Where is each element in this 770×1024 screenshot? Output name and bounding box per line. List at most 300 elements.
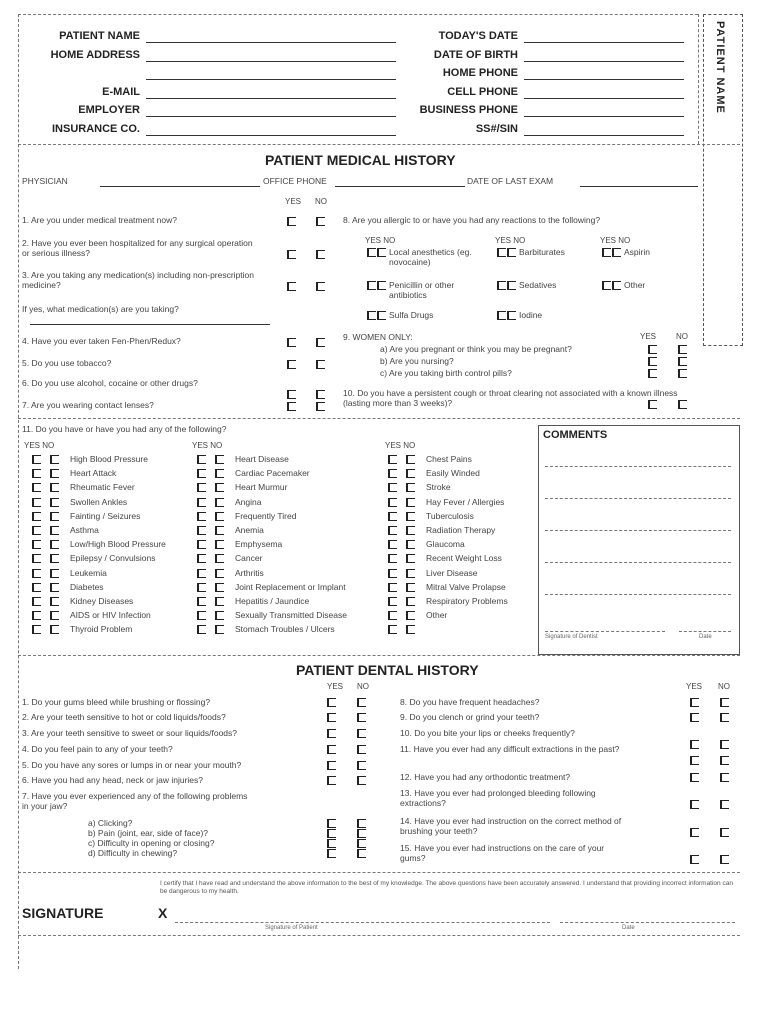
dental-no-checkbox[interactable] (720, 698, 729, 707)
header-label-left: E-MAIL (102, 85, 140, 98)
header-field-left[interactable] (146, 42, 396, 43)
header-divider (18, 144, 740, 145)
condition-no-checkbox[interactable] (215, 469, 224, 478)
header-label-right: BUSINESS PHONE (419, 104, 518, 116)
medical-history-title: PATIENT MEDICAL HISTORY (265, 152, 456, 168)
women-item: a) Are you pregnant or think you may be pregnant? (380, 344, 572, 354)
dental-yes-1: YES (327, 682, 344, 691)
condition-label: Cancer (235, 553, 263, 564)
q11-text: 11. Do you have or have you had any of the following? (22, 424, 227, 434)
allergy-no-checkbox[interactable] (507, 248, 516, 257)
jaw-no-checkbox[interactable] (357, 829, 366, 838)
jaw-item: d) Difficulty in chewing? (88, 848, 178, 858)
medical-question: 2. Have you ever been hospitalized for any surgical operation or serious illness? (22, 238, 253, 258)
allergy-no-checkbox[interactable] (377, 248, 386, 257)
dental-question: 5. Do you have any sores or lumps in or near your mouth? (22, 760, 242, 770)
condition-yes-checkbox[interactable] (388, 455, 397, 464)
condition-no-checkbox[interactable] (215, 625, 224, 634)
condition-no-checkbox[interactable] (406, 455, 415, 464)
condition-no-checkbox[interactable] (215, 526, 224, 535)
allergy-item: Iodine (519, 310, 543, 320)
condition-label: Kidney Diseases (70, 596, 134, 606)
condition-yes-checkbox[interactable] (388, 554, 397, 563)
consent-text: I certify that I have read and understand the above information to the best of my knowledge. The above questions have been accurately answered. I understand that providing incorrect information can be dangerous to my health. (160, 880, 733, 895)
condition-no-checkbox[interactable] (406, 498, 415, 507)
dental-no-checkbox[interactable] (357, 776, 366, 785)
comments-line-4 (545, 562, 731, 563)
condition-no-checkbox[interactable] (50, 569, 59, 578)
condition-yes-checkbox[interactable] (32, 455, 41, 464)
condition-yes-checkbox[interactable] (197, 469, 206, 478)
condition-yes-checkbox[interactable] (32, 625, 41, 634)
women-no-checkbox[interactable] (678, 345, 687, 354)
dental-question: 4. Do you feel pain to any of your teeth? (22, 744, 173, 754)
condition-no-checkbox[interactable] (50, 597, 59, 606)
dental-question: 7. Have you ever experienced any of the following problems in your jaw? (22, 791, 248, 811)
allergy-yes-checkbox[interactable] (497, 281, 506, 290)
no-checkbox[interactable] (316, 282, 325, 291)
condition-no-checkbox[interactable] (406, 569, 415, 578)
header-field-left[interactable] (146, 98, 396, 99)
dental-yes-checkbox[interactable] (327, 698, 336, 707)
condition-no-checkbox[interactable] (50, 455, 59, 464)
divider-footer (18, 872, 740, 873)
women-yes-checkbox[interactable] (648, 357, 657, 366)
dental-question: 14. Have you ever had instruction on the correct method of brushing your teeth? (400, 816, 622, 836)
medical-question: 5. Do you use tobacco? (22, 358, 112, 368)
signature-label: SIGNATURE (22, 905, 104, 921)
form-border-left (18, 14, 19, 969)
condition-yes-checkbox[interactable] (388, 526, 397, 535)
q10-text: 10. Do you have a persistent cough or throat clearing not associated with a known illness (lasting more than 3 weeks)? (343, 388, 678, 408)
divider-q11 (18, 418, 740, 419)
comments-line-2 (545, 498, 731, 499)
condition-no-checkbox[interactable] (215, 554, 224, 563)
condition-yes-checkbox[interactable] (32, 554, 41, 563)
condition-no-checkbox[interactable] (50, 469, 59, 478)
condition-no-checkbox[interactable] (215, 498, 224, 507)
allergy-yes-checkbox[interactable] (367, 281, 376, 290)
dental-yes-checkbox[interactable] (690, 828, 699, 837)
dental-no-checkbox[interactable] (720, 773, 729, 782)
q8-yesno-1: YES NO (365, 236, 396, 245)
header-field-right[interactable] (524, 79, 684, 80)
yes-header: YES (285, 197, 302, 206)
condition-label: Liver Disease (426, 567, 478, 578)
condition-label: Thyroid Problem (70, 624, 133, 635)
jaw-no-checkbox[interactable] (357, 819, 366, 828)
allergy-yes-checkbox[interactable] (367, 248, 376, 257)
signature-date-label: Date (622, 925, 635, 931)
dental-yes-checkbox[interactable] (690, 800, 699, 809)
header-field-left[interactable] (146, 79, 396, 80)
patient-name-tab (703, 14, 743, 346)
jaw-no-checkbox[interactable] (357, 839, 366, 848)
allergy-item: Other (624, 280, 646, 290)
q9-no: NO (676, 332, 688, 341)
condition-label: Epilepsy / Convulsions (70, 553, 156, 564)
allergy-item: Sulfa Drugs (389, 310, 434, 320)
condition-no-checkbox[interactable] (215, 611, 224, 620)
women-yes-checkbox[interactable] (648, 345, 657, 354)
yes-checkbox[interactable] (287, 217, 296, 226)
allergy-no-checkbox[interactable] (507, 311, 516, 320)
dental-no-checkbox[interactable] (720, 828, 729, 837)
condition-no-checkbox[interactable] (215, 483, 224, 492)
dental-no-checkbox[interactable] (720, 800, 729, 809)
jaw-yes-checkbox[interactable] (327, 829, 336, 838)
jaw-item: b) Pain (joint, ear, side of face)? (88, 828, 209, 838)
no-checkbox[interactable] (316, 250, 325, 259)
condition-yes-checkbox[interactable] (197, 583, 206, 592)
q11-yn-2: YES NO (192, 441, 223, 450)
header-field-right[interactable] (524, 61, 684, 62)
office-phone-label: OFFICE PHONE (263, 176, 327, 186)
dental-no-checkbox[interactable] (357, 729, 366, 738)
condition-label: Cardiac Pacemaker (235, 468, 310, 479)
medical-question: 7. Are you wearing contact lenses? (22, 400, 154, 410)
dental-question: 12. Have you had any orthodontic treatment? (400, 772, 571, 782)
medical-question: 3. Are you taking any medication(s) including non-prescription medicine? (22, 270, 255, 290)
condition-yes-checkbox[interactable] (388, 583, 397, 592)
condition-yes-checkbox[interactable] (32, 526, 41, 535)
physician-label: PHYSICIAN (22, 176, 68, 186)
jaw-item: a) Clicking? (88, 818, 133, 828)
header-label-right: TODAY'S DATE (438, 30, 518, 42)
condition-label: Other (426, 610, 448, 621)
condition-label: Mitral Valve Prolapse (426, 581, 506, 592)
condition-yes-checkbox[interactable] (197, 611, 206, 620)
dental-yes-checkbox[interactable] (327, 761, 336, 770)
condition-yes-checkbox[interactable] (197, 512, 206, 521)
condition-no-checkbox[interactable] (215, 540, 224, 549)
medical-question: 1. Are you under medical treatment now? (22, 215, 177, 225)
allergy-item: Sedatives (519, 280, 557, 290)
condition-yes-checkbox[interactable] (197, 455, 206, 464)
condition-label: Stroke (426, 482, 451, 493)
condition-label: Radiation Therapy (426, 525, 496, 535)
yes-checkbox[interactable] (287, 338, 296, 347)
condition-no-checkbox[interactable] (406, 554, 415, 563)
condition-label: Anemia (235, 525, 264, 535)
allergy-yes-checkbox[interactable] (497, 248, 506, 257)
condition-label: Leukemia (70, 567, 107, 578)
condition-no-checkbox[interactable] (215, 455, 224, 464)
divider-dental (18, 655, 740, 656)
condition-no-checkbox[interactable] (215, 569, 224, 578)
condition-no-checkbox[interactable] (50, 540, 59, 549)
condition-yes-checkbox[interactable] (388, 625, 397, 634)
header-label-right: DATE OF BIRTH (433, 48, 518, 61)
q11-yn-3: YES NO (385, 441, 416, 450)
condition-label: Angina (235, 496, 262, 507)
form-border-right (698, 14, 699, 144)
last-exam-field[interactable] (580, 186, 698, 187)
header-label-left: INSURANCE CO. (51, 122, 140, 135)
q8-yesno-2: YES NO (495, 236, 526, 245)
condition-no-checkbox[interactable] (406, 625, 415, 634)
physician-field[interactable] (100, 186, 260, 187)
allergy-item: Local anesthetics (eg. novocaine) (389, 247, 472, 267)
condition-yes-checkbox[interactable] (388, 498, 397, 507)
condition-yes-checkbox[interactable] (197, 569, 206, 578)
q10-yes-checkbox[interactable] (648, 400, 657, 409)
medical-question: 6. Do you use alcohol, cocaine or other drugs? (22, 378, 198, 388)
condition-label: Easily Winded (426, 468, 480, 479)
condition-no-checkbox[interactable] (406, 540, 415, 549)
comments-label: COMMENTS (543, 429, 608, 441)
medical-question: 4. Have you ever taken Fen-Phen/Redux? (22, 336, 181, 346)
condition-no-checkbox[interactable] (406, 611, 415, 620)
dental-question: 9. Do you clench or grind your teeth? (400, 712, 540, 722)
office-phone-field[interactable] (335, 186, 465, 187)
condition-yes-checkbox[interactable] (197, 540, 206, 549)
q9-yes: YES (640, 332, 657, 341)
comments-line-1 (545, 466, 731, 467)
signature-sub-label: Signature of Patient (265, 925, 318, 931)
condition-yes-checkbox[interactable] (197, 483, 206, 492)
no-checkbox[interactable] (316, 390, 325, 399)
allergy-no-checkbox[interactable] (507, 281, 516, 290)
medication-field[interactable] (30, 324, 270, 325)
condition-yes-checkbox[interactable] (32, 483, 41, 492)
header-field-right[interactable] (524, 98, 684, 99)
q11-yn-1: YES NO (24, 441, 55, 450)
yes-checkbox[interactable] (287, 402, 296, 411)
condition-label: Heart Disease (235, 454, 289, 464)
yes-checkbox[interactable] (287, 360, 296, 369)
yes-checkbox[interactable] (287, 282, 296, 291)
allergy-yes-checkbox[interactable] (367, 311, 376, 320)
dental-yes-checkbox[interactable] (690, 773, 699, 782)
dental-no-checkbox[interactable] (720, 713, 729, 722)
condition-no-checkbox[interactable] (406, 483, 415, 492)
header-label-left: PATIENT NAME (59, 30, 140, 42)
q8-text: 8. Are you allergic to or have you had any reactions to the following? (343, 215, 601, 225)
condition-yes-checkbox[interactable] (32, 469, 41, 478)
condition-yes-checkbox[interactable] (388, 469, 397, 478)
dental-no-checkbox[interactable] (357, 745, 366, 754)
signature-date-line[interactable] (560, 922, 735, 923)
dental-question: 10. Do you bite your lips or cheeks frequently? (400, 728, 575, 738)
header-field-left[interactable] (146, 135, 396, 136)
dentist-date-line (679, 631, 731, 632)
condition-no-checkbox[interactable] (50, 625, 59, 634)
condition-no-checkbox[interactable] (406, 583, 415, 592)
yes-checkbox[interactable] (287, 250, 296, 259)
condition-label: Fainting / Seizures (70, 510, 141, 521)
no-checkbox[interactable] (316, 360, 325, 369)
dental-yes-2: YES (686, 682, 703, 691)
condition-no-checkbox[interactable] (50, 526, 59, 535)
condition-label: Recent Weight Loss (426, 553, 502, 564)
condition-label: Chest Pains (426, 454, 472, 464)
dental-no-checkbox[interactable] (720, 855, 729, 864)
condition-label: Sexually Transmitted Disease (235, 610, 347, 621)
allergy-no-checkbox[interactable] (377, 311, 386, 320)
dental-yes-checkbox[interactable] (327, 776, 336, 785)
condition-label: Frequently Tired (235, 510, 297, 521)
condition-yes-checkbox[interactable] (388, 483, 397, 492)
condition-label: Stomach Troubles / Ulcers (235, 624, 335, 635)
dental-question: 8. Do you have frequent headaches? (400, 697, 540, 707)
header-label-left: EMPLOYER (78, 104, 140, 116)
condition-no-checkbox[interactable] (215, 583, 224, 592)
allergy-item: Aspirin (624, 247, 650, 257)
allergy-yes-checkbox[interactable] (602, 281, 611, 290)
condition-label: Diabetes (70, 581, 104, 592)
dental-yes-checkbox[interactable] (690, 855, 699, 864)
condition-label: Low/High Blood Pressure (70, 539, 166, 550)
condition-yes-checkbox[interactable] (197, 498, 206, 507)
signature-x: X (158, 905, 168, 921)
comments-line-3 (545, 530, 731, 531)
header-field-left[interactable] (146, 61, 396, 62)
condition-yes-checkbox[interactable] (388, 611, 397, 620)
q10-no-checkbox[interactable] (678, 400, 687, 409)
condition-no-checkbox[interactable] (50, 498, 59, 507)
header-field-right[interactable] (524, 42, 684, 43)
condition-label: Glaucoma (426, 539, 465, 550)
dentist-sig-line (545, 631, 665, 632)
condition-label: High Blood Pressure (70, 454, 148, 464)
form-border-bottom (18, 935, 740, 936)
condition-yes-checkbox[interactable] (32, 540, 41, 549)
yes-checkbox[interactable] (287, 390, 296, 399)
condition-yes-checkbox[interactable] (197, 597, 206, 606)
condition-label: Arthritis (235, 567, 264, 578)
allergy-no-checkbox[interactable] (612, 248, 621, 257)
tab-label: PATIENT NAME (714, 21, 726, 114)
dental-no-checkbox[interactable] (720, 756, 729, 765)
dental-yes-checkbox[interactable] (327, 745, 336, 754)
condition-no-checkbox[interactable] (215, 597, 224, 606)
women-no-checkbox[interactable] (678, 357, 687, 366)
no-checkbox[interactable] (316, 217, 325, 226)
header-field-left[interactable] (146, 116, 396, 117)
dental-no-checkbox[interactable] (357, 761, 366, 770)
dental-yes-checkbox[interactable] (327, 729, 336, 738)
dental-question: 11. Have you ever had any difficult extractions in the past? (400, 744, 620, 754)
header-label-right: CELL PHONE (447, 85, 518, 98)
condition-label: Swollen Ankles (70, 496, 128, 507)
condition-yes-checkbox[interactable] (197, 554, 206, 563)
jaw-yes-checkbox[interactable] (327, 839, 336, 848)
jaw-no-checkbox[interactable] (357, 849, 366, 858)
dental-question: 2. Are your teeth sensitive to hot or cold liquids/foods? (22, 712, 226, 722)
dental-question: 13. Have you ever had prolonged bleeding following extractions? (400, 788, 596, 808)
condition-no-checkbox[interactable] (406, 469, 415, 478)
header-label-right: SS#/SIN (475, 122, 518, 135)
condition-label: Rheumatic Fever (70, 482, 135, 493)
condition-label: AIDS or HIV Infection (70, 610, 151, 621)
condition-label: Emphysema (235, 539, 283, 550)
condition-yes-checkbox[interactable] (388, 597, 397, 606)
no-header: NO (315, 197, 327, 206)
dental-question: 6. Have you had any head, neck or jaw injuries? (22, 775, 203, 785)
dental-no-1: NO (357, 682, 369, 691)
q9-text: 9. WOMEN ONLY: (343, 332, 413, 342)
header-field-right[interactable] (524, 135, 684, 136)
dental-yes-checkbox[interactable] (690, 756, 699, 765)
medical-question: If yes, what medication(s) are you taking? (22, 304, 179, 314)
no-checkbox[interactable] (316, 402, 325, 411)
header-field-right[interactable] (524, 116, 684, 117)
header-label-right: HOME PHONE (442, 67, 518, 79)
dental-yes-checkbox[interactable] (690, 740, 699, 749)
women-item: b) Are you nursing? (380, 356, 454, 366)
women-yes-checkbox[interactable] (648, 369, 657, 378)
jaw-yes-checkbox[interactable] (327, 849, 336, 858)
dentist-date-label: Date (699, 634, 712, 640)
condition-yes-checkbox[interactable] (32, 597, 41, 606)
condition-label: Respiratory Problems (426, 596, 508, 606)
header-label-left: HOME ADDRESS (50, 48, 140, 61)
dental-history-title: PATIENT DENTAL HISTORY (296, 662, 479, 678)
dental-question: 3. Are your teeth sensitive to sweet or sour liquids/foods? (22, 728, 237, 738)
allergy-no-checkbox[interactable] (377, 281, 386, 290)
dental-no-checkbox[interactable] (357, 698, 366, 707)
allergy-item: Penicillin or other antibiotics (389, 280, 455, 300)
condition-yes-checkbox[interactable] (388, 540, 397, 549)
comments-box[interactable] (538, 425, 740, 655)
dentist-sig-label: Signature of Dentist (545, 634, 598, 640)
jaw-yes-checkbox[interactable] (327, 819, 336, 828)
allergy-yes-checkbox[interactable] (497, 311, 506, 320)
condition-label: Heart Attack (70, 468, 117, 479)
condition-yes-checkbox[interactable] (32, 498, 41, 507)
condition-label: Hay Fever / Allergies (426, 496, 505, 507)
condition-yes-checkbox[interactable] (197, 526, 206, 535)
condition-no-checkbox[interactable] (50, 512, 59, 521)
condition-no-checkbox[interactable] (215, 512, 224, 521)
condition-yes-checkbox[interactable] (32, 569, 41, 578)
condition-no-checkbox[interactable] (406, 512, 415, 521)
condition-label: Tuberculosis (426, 510, 474, 521)
no-checkbox[interactable] (316, 338, 325, 347)
dental-yes-checkbox[interactable] (327, 713, 336, 722)
dental-no-checkbox[interactable] (720, 740, 729, 749)
dental-question: 15. Have you ever had instructions on the care of your gums? (400, 843, 605, 863)
form-border-top (18, 14, 698, 15)
condition-no-checkbox[interactable] (50, 554, 59, 563)
condition-label: Joint Replacement or Implant (235, 581, 346, 592)
condition-no-checkbox[interactable] (50, 583, 59, 592)
allergy-item: Barbiturates (519, 247, 565, 257)
condition-yes-checkbox[interactable] (32, 611, 41, 620)
dental-yes-checkbox[interactable] (690, 698, 699, 707)
allergy-yes-checkbox[interactable] (602, 248, 611, 257)
dental-yes-checkbox[interactable] (690, 713, 699, 722)
condition-yes-checkbox[interactable] (197, 625, 206, 634)
last-exam-label: DATE OF LAST EXAM (467, 176, 554, 186)
condition-yes-checkbox[interactable] (32, 583, 41, 592)
condition-no-checkbox[interactable] (406, 526, 415, 535)
q8-yesno-3: YES NO (600, 236, 631, 245)
condition-yes-checkbox[interactable] (388, 569, 397, 578)
dental-no-2: NO (718, 682, 730, 691)
condition-yes-checkbox[interactable] (388, 512, 397, 521)
condition-no-checkbox[interactable] (50, 611, 59, 620)
condition-no-checkbox[interactable] (406, 597, 415, 606)
signature-line[interactable] (175, 922, 550, 923)
dental-no-checkbox[interactable] (357, 713, 366, 722)
allergy-no-checkbox[interactable] (612, 281, 621, 290)
condition-no-checkbox[interactable] (50, 483, 59, 492)
women-no-checkbox[interactable] (678, 369, 687, 378)
condition-yes-checkbox[interactable] (32, 512, 41, 521)
jaw-item: c) Difficulty in opening or closing? (88, 838, 215, 848)
